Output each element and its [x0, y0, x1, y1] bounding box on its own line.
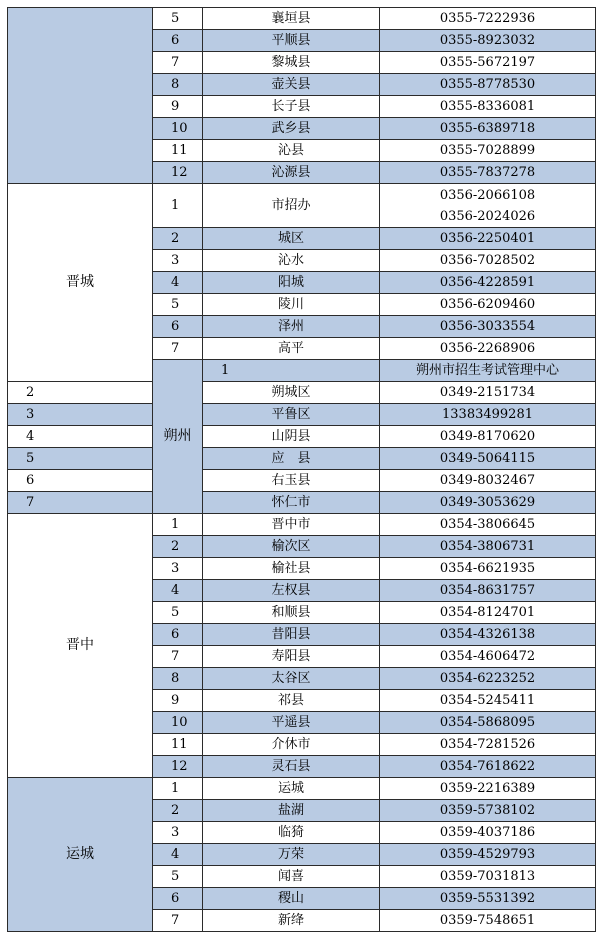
phone-cell: [380, 162, 596, 184]
region-cell: [8, 8, 153, 184]
region-cell: 晋中: [8, 514, 153, 778]
phone-cell: [380, 800, 596, 822]
region-cell: 运城: [8, 778, 153, 932]
row-number: 11: [153, 140, 203, 162]
phone-number: 0359-4037186: [439, 825, 536, 840]
phone-number: 0354-3806645: [439, 517, 536, 532]
row-number: 2: [153, 536, 203, 558]
unit-name: 沁县: [203, 140, 380, 162]
row-number: 2: [8, 382, 153, 404]
phone-number: 0356-2024026: [439, 208, 536, 224]
phone-number: 0349-8170620: [439, 429, 536, 444]
phone-number: 0354-6223252: [439, 671, 536, 686]
phone-number: 0356-2066108: [439, 187, 536, 203]
row-number: 7: [153, 910, 203, 932]
contact-table: [7, 7, 596, 932]
unit-name: 闻喜: [203, 866, 380, 888]
unit-name: 寿阳县: [203, 646, 380, 668]
row-number: 6: [153, 624, 203, 646]
region-cell: 朔州: [153, 360, 203, 514]
phone-number: 0354-4606472: [439, 649, 536, 664]
phone-number: 0359-7548651: [439, 913, 536, 928]
row-number: 11: [153, 734, 203, 756]
phone-cell: [380, 404, 596, 426]
row-number: 3: [153, 250, 203, 272]
row-number: 7: [153, 52, 203, 74]
unit-name: 昔阳县: [203, 624, 380, 646]
unit-name: 应 县: [203, 448, 380, 470]
unit-name: 祁县: [203, 690, 380, 712]
row-number: 2: [153, 800, 203, 822]
phone-cell: [380, 8, 596, 30]
phone-number: 0349-2151734: [439, 385, 536, 400]
row-number: 5: [153, 294, 203, 316]
unit-name: 沁水: [203, 250, 380, 272]
table-row: [8, 382, 596, 404]
phone-cell: [380, 184, 596, 228]
row-number: 7: [153, 338, 203, 360]
unit-name: 平鲁区: [203, 404, 380, 426]
phone-cell: [380, 888, 596, 910]
phone-number: 0359-5531392: [439, 891, 536, 906]
row-number: 6: [8, 470, 153, 492]
row-number: 4: [153, 844, 203, 866]
phone-cell: [380, 844, 596, 866]
phone-cell: [380, 426, 596, 448]
phone-number: 0356-4228591: [439, 275, 536, 290]
unit-name: 襄垣县: [203, 8, 380, 30]
unit-name: 榆社县: [203, 558, 380, 580]
phone-cell: [380, 580, 596, 602]
row-number: 8: [153, 74, 203, 96]
unit-name: 晋中市: [203, 514, 380, 536]
contact-table-body: [8, 8, 596, 932]
phone-cell: [380, 646, 596, 668]
region-cell: 晋城: [8, 184, 153, 382]
unit-name: 运城: [203, 778, 380, 800]
unit-name: 临猗: [203, 822, 380, 844]
phone-cell: [380, 822, 596, 844]
phone-cell: [380, 228, 596, 250]
phone-cell: [380, 30, 596, 52]
table-row: [8, 426, 596, 448]
phone-cell: [380, 778, 596, 800]
unit-name: 泽州: [203, 316, 380, 338]
phone-cell: [380, 74, 596, 96]
phone-number: 0355-8923032: [439, 33, 536, 48]
phone-cell: [380, 250, 596, 272]
row-number: 6: [153, 316, 203, 338]
unit-name: 武乡县: [203, 118, 380, 140]
phone-number: 0356-7028502: [439, 253, 536, 268]
row-number: 7: [8, 492, 153, 514]
unit-name: 城区: [203, 228, 380, 250]
phone-number: 0355-7222936: [439, 11, 536, 26]
phone-number: 0355-8336081: [439, 99, 536, 114]
row-number: 10: [153, 712, 203, 734]
row-number: 3: [153, 822, 203, 844]
phone-number: 0349-8032467: [439, 473, 536, 488]
phone-cell: [380, 734, 596, 756]
phone-cell: [380, 624, 596, 646]
row-number: 10: [153, 118, 203, 140]
phone-cell: [380, 118, 596, 140]
row-number: 4: [8, 426, 153, 448]
unit-name: 黎城县: [203, 52, 380, 74]
unit-name: 万荣: [203, 844, 380, 866]
phone-number: 0354-4326138: [439, 627, 536, 642]
row-number: 5: [8, 448, 153, 470]
phone-cell: [380, 910, 596, 932]
phone-number: 0356-2268906: [439, 341, 536, 356]
row-number: 4: [153, 272, 203, 294]
unit-name: 阳城: [203, 272, 380, 294]
phone-number: 0354-8124701: [439, 605, 536, 620]
phone-cell: [380, 712, 596, 734]
table-row: [8, 470, 596, 492]
phone-cell: [380, 382, 596, 404]
phone-cell: [380, 448, 596, 470]
phone-number: 0355-7028899: [439, 143, 536, 158]
unit-name: 市招办: [203, 184, 380, 228]
unit-name: 左权县: [203, 580, 380, 602]
phone-cell: [380, 338, 596, 360]
phone-number: 0355-8778530: [439, 77, 536, 92]
phone-number: 0354-5245411: [439, 693, 536, 708]
row-number: 5: [153, 866, 203, 888]
phone-number: 0354-3806731: [439, 539, 536, 554]
phone-number: 0355-5672197: [439, 55, 536, 70]
phone-cell: [380, 668, 596, 690]
table-row: [8, 184, 596, 228]
phone-cell: [380, 316, 596, 338]
row-number: 2: [153, 228, 203, 250]
row-number: 3: [153, 558, 203, 580]
unit-name: 壶关县: [203, 74, 380, 96]
row-number: 12: [153, 756, 203, 778]
row-number: 1: [153, 778, 203, 800]
row-number: 1: [153, 514, 203, 536]
row-number: 7: [153, 646, 203, 668]
row-number: 8: [153, 668, 203, 690]
unit-name: 平遥县: [203, 712, 380, 734]
phone-cell: [380, 294, 596, 316]
unit-name: 右玉县: [203, 470, 380, 492]
unit-name: 高平: [203, 338, 380, 360]
unit-name: 盐湖: [203, 800, 380, 822]
unit-name: 太谷区: [203, 668, 380, 690]
table-row: [8, 492, 596, 514]
phone-cell: [380, 470, 596, 492]
row-number: 9: [153, 690, 203, 712]
phone-cell: [380, 558, 596, 580]
unit-name: 沁源县: [203, 162, 380, 184]
table-row: [8, 778, 596, 800]
phone-cell: [380, 272, 596, 294]
row-number: 12: [153, 162, 203, 184]
unit-name: 和顺县: [203, 602, 380, 624]
phone-cell: [380, 492, 596, 514]
row-number: 3: [8, 404, 153, 426]
row-number: 1: [203, 360, 380, 382]
phone-number: 0354-5868095: [439, 715, 536, 730]
unit-name: 陵川: [203, 294, 380, 316]
unit-name: 灵石县: [203, 756, 380, 778]
table-row: [8, 404, 596, 426]
row-number: 5: [153, 8, 203, 30]
unit-name: 稷山: [203, 888, 380, 910]
table-row: [8, 8, 596, 30]
phone-number: 13383499281: [442, 407, 533, 422]
phone-number: 0355-7837278: [439, 165, 536, 180]
unit-name: 介休市: [203, 734, 380, 756]
phone-number: 0356-3033554: [439, 319, 536, 334]
unit-name: 朔州市招生考试管理中心: [380, 360, 596, 382]
row-number: 4: [153, 580, 203, 602]
unit-name: 怀仁市: [203, 492, 380, 514]
phone-cell: [380, 756, 596, 778]
phone-number: 0359-5738102: [439, 803, 536, 818]
row-number: 5: [153, 602, 203, 624]
phone-cell: [380, 52, 596, 74]
phone-number: 0359-4529793: [439, 847, 536, 862]
row-number: 6: [153, 888, 203, 910]
phone-cell: [380, 514, 596, 536]
phone-cell: [380, 690, 596, 712]
unit-name: 山阴县: [203, 426, 380, 448]
unit-name: 新绛: [203, 910, 380, 932]
unit-name: 榆次区: [203, 536, 380, 558]
row-number: 6: [153, 30, 203, 52]
phone-number: 0354-7281526: [439, 737, 536, 752]
phone-number: 0359-2216389: [439, 781, 536, 796]
phone-number: 0355-6389718: [439, 121, 536, 136]
phone-number: 0349-5064115: [439, 451, 536, 466]
phone-number: 0349-3053629: [439, 495, 536, 510]
phone-cell: [380, 96, 596, 118]
phone-number: 0356-2250401: [439, 231, 536, 246]
unit-name: 朔城区: [203, 382, 380, 404]
row-number: 1: [153, 184, 203, 228]
phone-number: 0354-6621935: [439, 561, 536, 576]
phone-number: 0354-8631757: [439, 583, 536, 598]
phone-cell: [380, 536, 596, 558]
phone-number: 0356-6209460: [439, 297, 536, 312]
phone-number: 0359-7031813: [439, 869, 536, 884]
row-number: 9: [153, 96, 203, 118]
phone-cell: [380, 602, 596, 624]
table-row: [8, 448, 596, 470]
unit-name: 平顺县: [203, 30, 380, 52]
unit-name: 长子县: [203, 96, 380, 118]
phone-cell: [380, 140, 596, 162]
phone-number: 0354-7618622: [439, 759, 536, 774]
phone-cell: [380, 866, 596, 888]
table-row: [8, 514, 596, 536]
